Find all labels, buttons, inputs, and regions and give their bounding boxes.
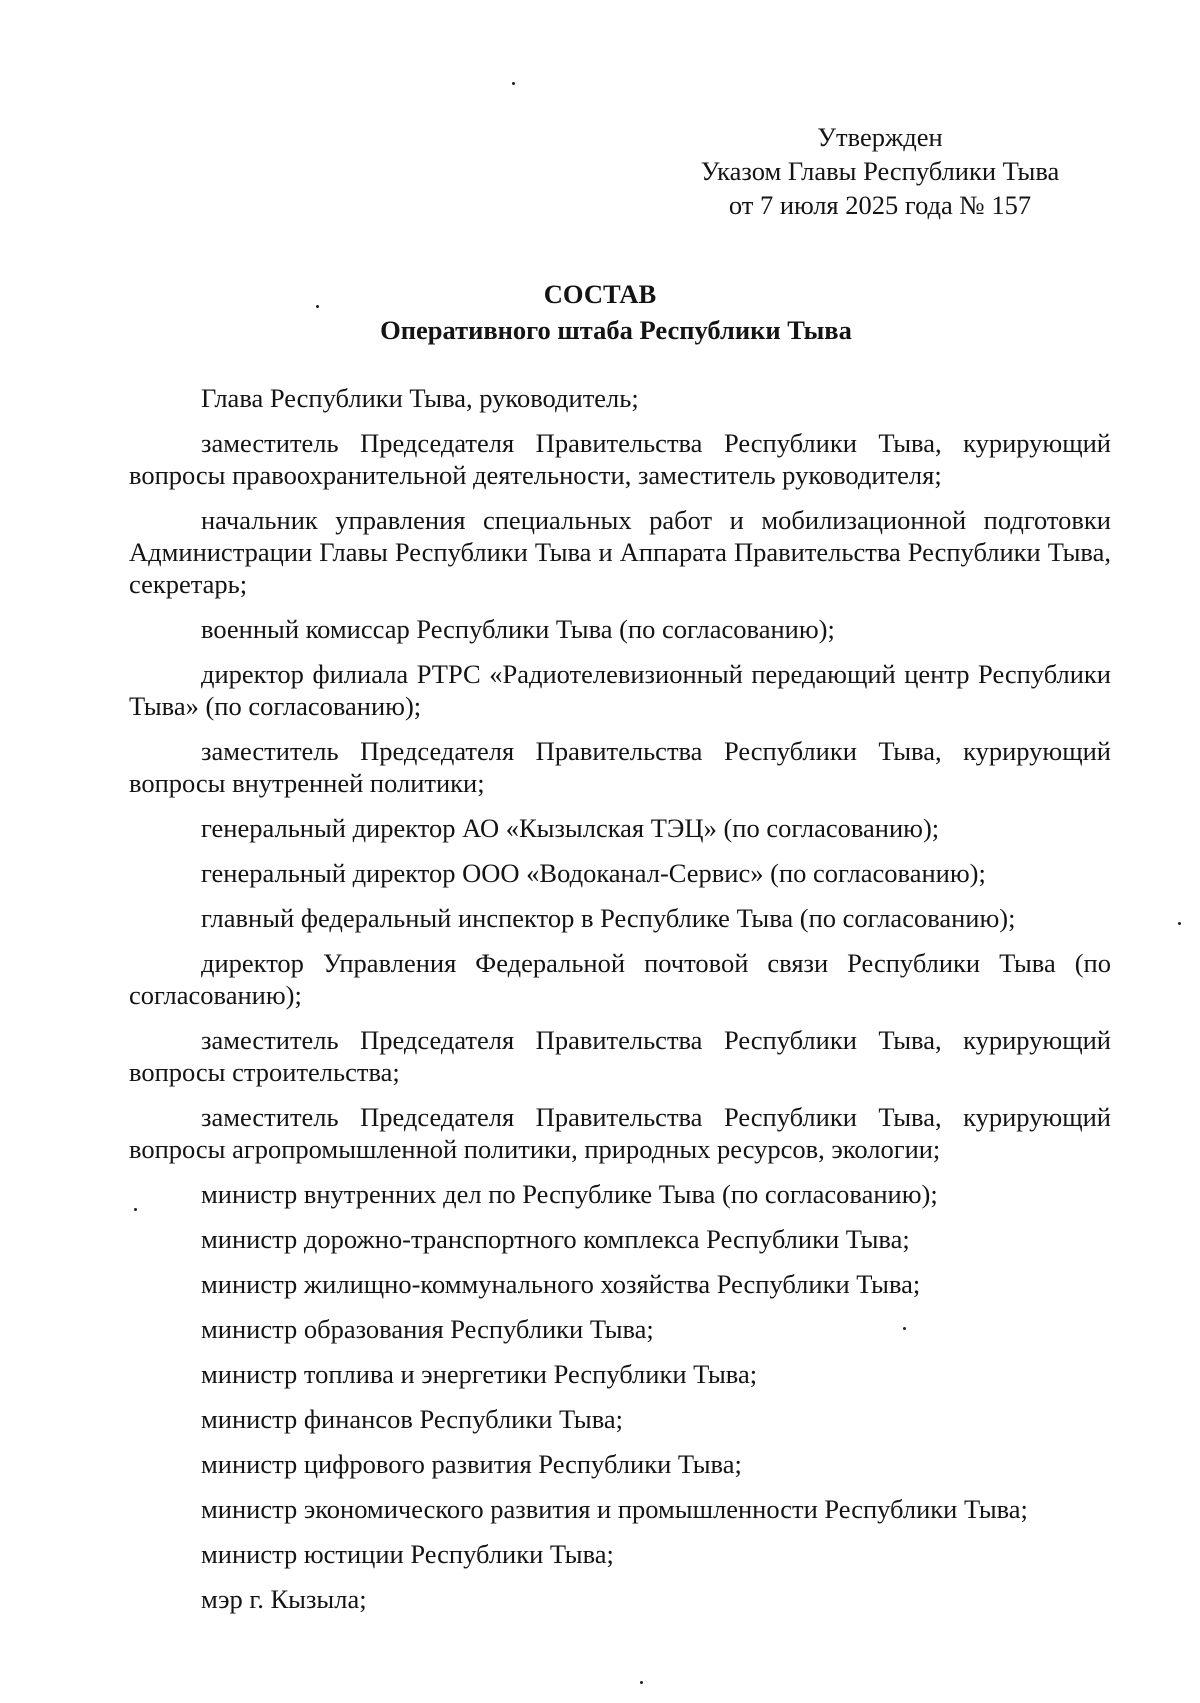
- list-item: министр образования Республики Тыва;: [201, 1314, 654, 1344]
- list-item: заместитель Председателя Правительства Республики Тыва, курирующий вопросы агропромышленной политики, природных ресурсов, экологии;: [129, 1102, 1111, 1164]
- scan-speck: [316, 305, 319, 308]
- approval-stamp: [650, 120, 1110, 222]
- document-heading: [0, 276, 1200, 348]
- document-title: СОСТАВ: [543, 279, 657, 309]
- list-item: мэр г. Кызыла;: [201, 1584, 367, 1614]
- approval-date-number: от 7 июля 2025 года № 157: [728, 190, 1032, 220]
- list-item: министр внутренних дел по Республике Тыва (по согласованию);: [201, 1179, 938, 1209]
- list-item: военный комиссар Республики Тыва (по согласованию);: [201, 614, 835, 644]
- list-item: заместитель Председателя Правительства Республики Тыва, курирующий вопросы внутренней политики;: [129, 736, 1111, 798]
- list-item: Глава Республики Тыва, руководитель;: [201, 383, 639, 413]
- list-item: генеральный директор ООО «Водоканал-Сервис» (по согласованию);: [201, 858, 986, 888]
- approval-status: Утвержден: [817, 122, 943, 152]
- list-item: министр топлива и энергетики Республики Тыва;: [201, 1359, 758, 1389]
- members-list: [129, 382, 1111, 1628]
- list-item: министр дорожно-транспортного комплекса Республики Тыва;: [201, 1224, 910, 1254]
- list-item: заместитель Председателя Правительства Республики Тыва, курирующий вопросы строительства;: [129, 1025, 1111, 1087]
- scan-speck: [640, 1681, 643, 1684]
- list-item: директор Управления Федеральной почтовой связи Республики Тыва (по согласованию);: [129, 948, 1111, 1010]
- list-item: генеральный директор АО «Кызылская ТЭЦ» (по согласованию);: [201, 813, 940, 843]
- scan-speck: [512, 82, 515, 85]
- document-subtitle: Оперативного штаба Республики Тыва: [380, 315, 852, 345]
- list-item: министр жилищно-коммунального хозяйства Республики Тыва;: [201, 1269, 921, 1299]
- list-item: министр цифрового развития Республики Тыва;: [201, 1449, 742, 1479]
- list-item: министр финансов Республики Тыва;: [201, 1404, 624, 1434]
- list-item: министр экономического развития и промышленности Республики Тыва;: [201, 1494, 1028, 1524]
- list-item: начальник управления специальных работ и мобилизационной подготовки Администрации Главы Республики Тыва и Аппарата Правительства Республики Тыва, секретарь;: [129, 505, 1111, 599]
- list-item: министр юстиции Республики Тыва;: [201, 1539, 614, 1569]
- list-item: директор филиала РТРС «Радиотелевизионный передающий центр Республики Тыва» (по согласованию);: [129, 659, 1111, 721]
- approval-authority: Указом Главы Республики Тыва: [700, 156, 1060, 186]
- scan-speck: [1178, 922, 1181, 925]
- scan-speck: [134, 1208, 137, 1211]
- list-item: заместитель Председателя Правительства Республики Тыва, курирующий вопросы правоохранительной деятельности, заместитель руководителя;: [129, 428, 1111, 490]
- list-item: главный федеральный инспектор в Республике Тыва (по согласованию);: [201, 903, 1016, 933]
- scan-speck: [903, 1327, 906, 1330]
